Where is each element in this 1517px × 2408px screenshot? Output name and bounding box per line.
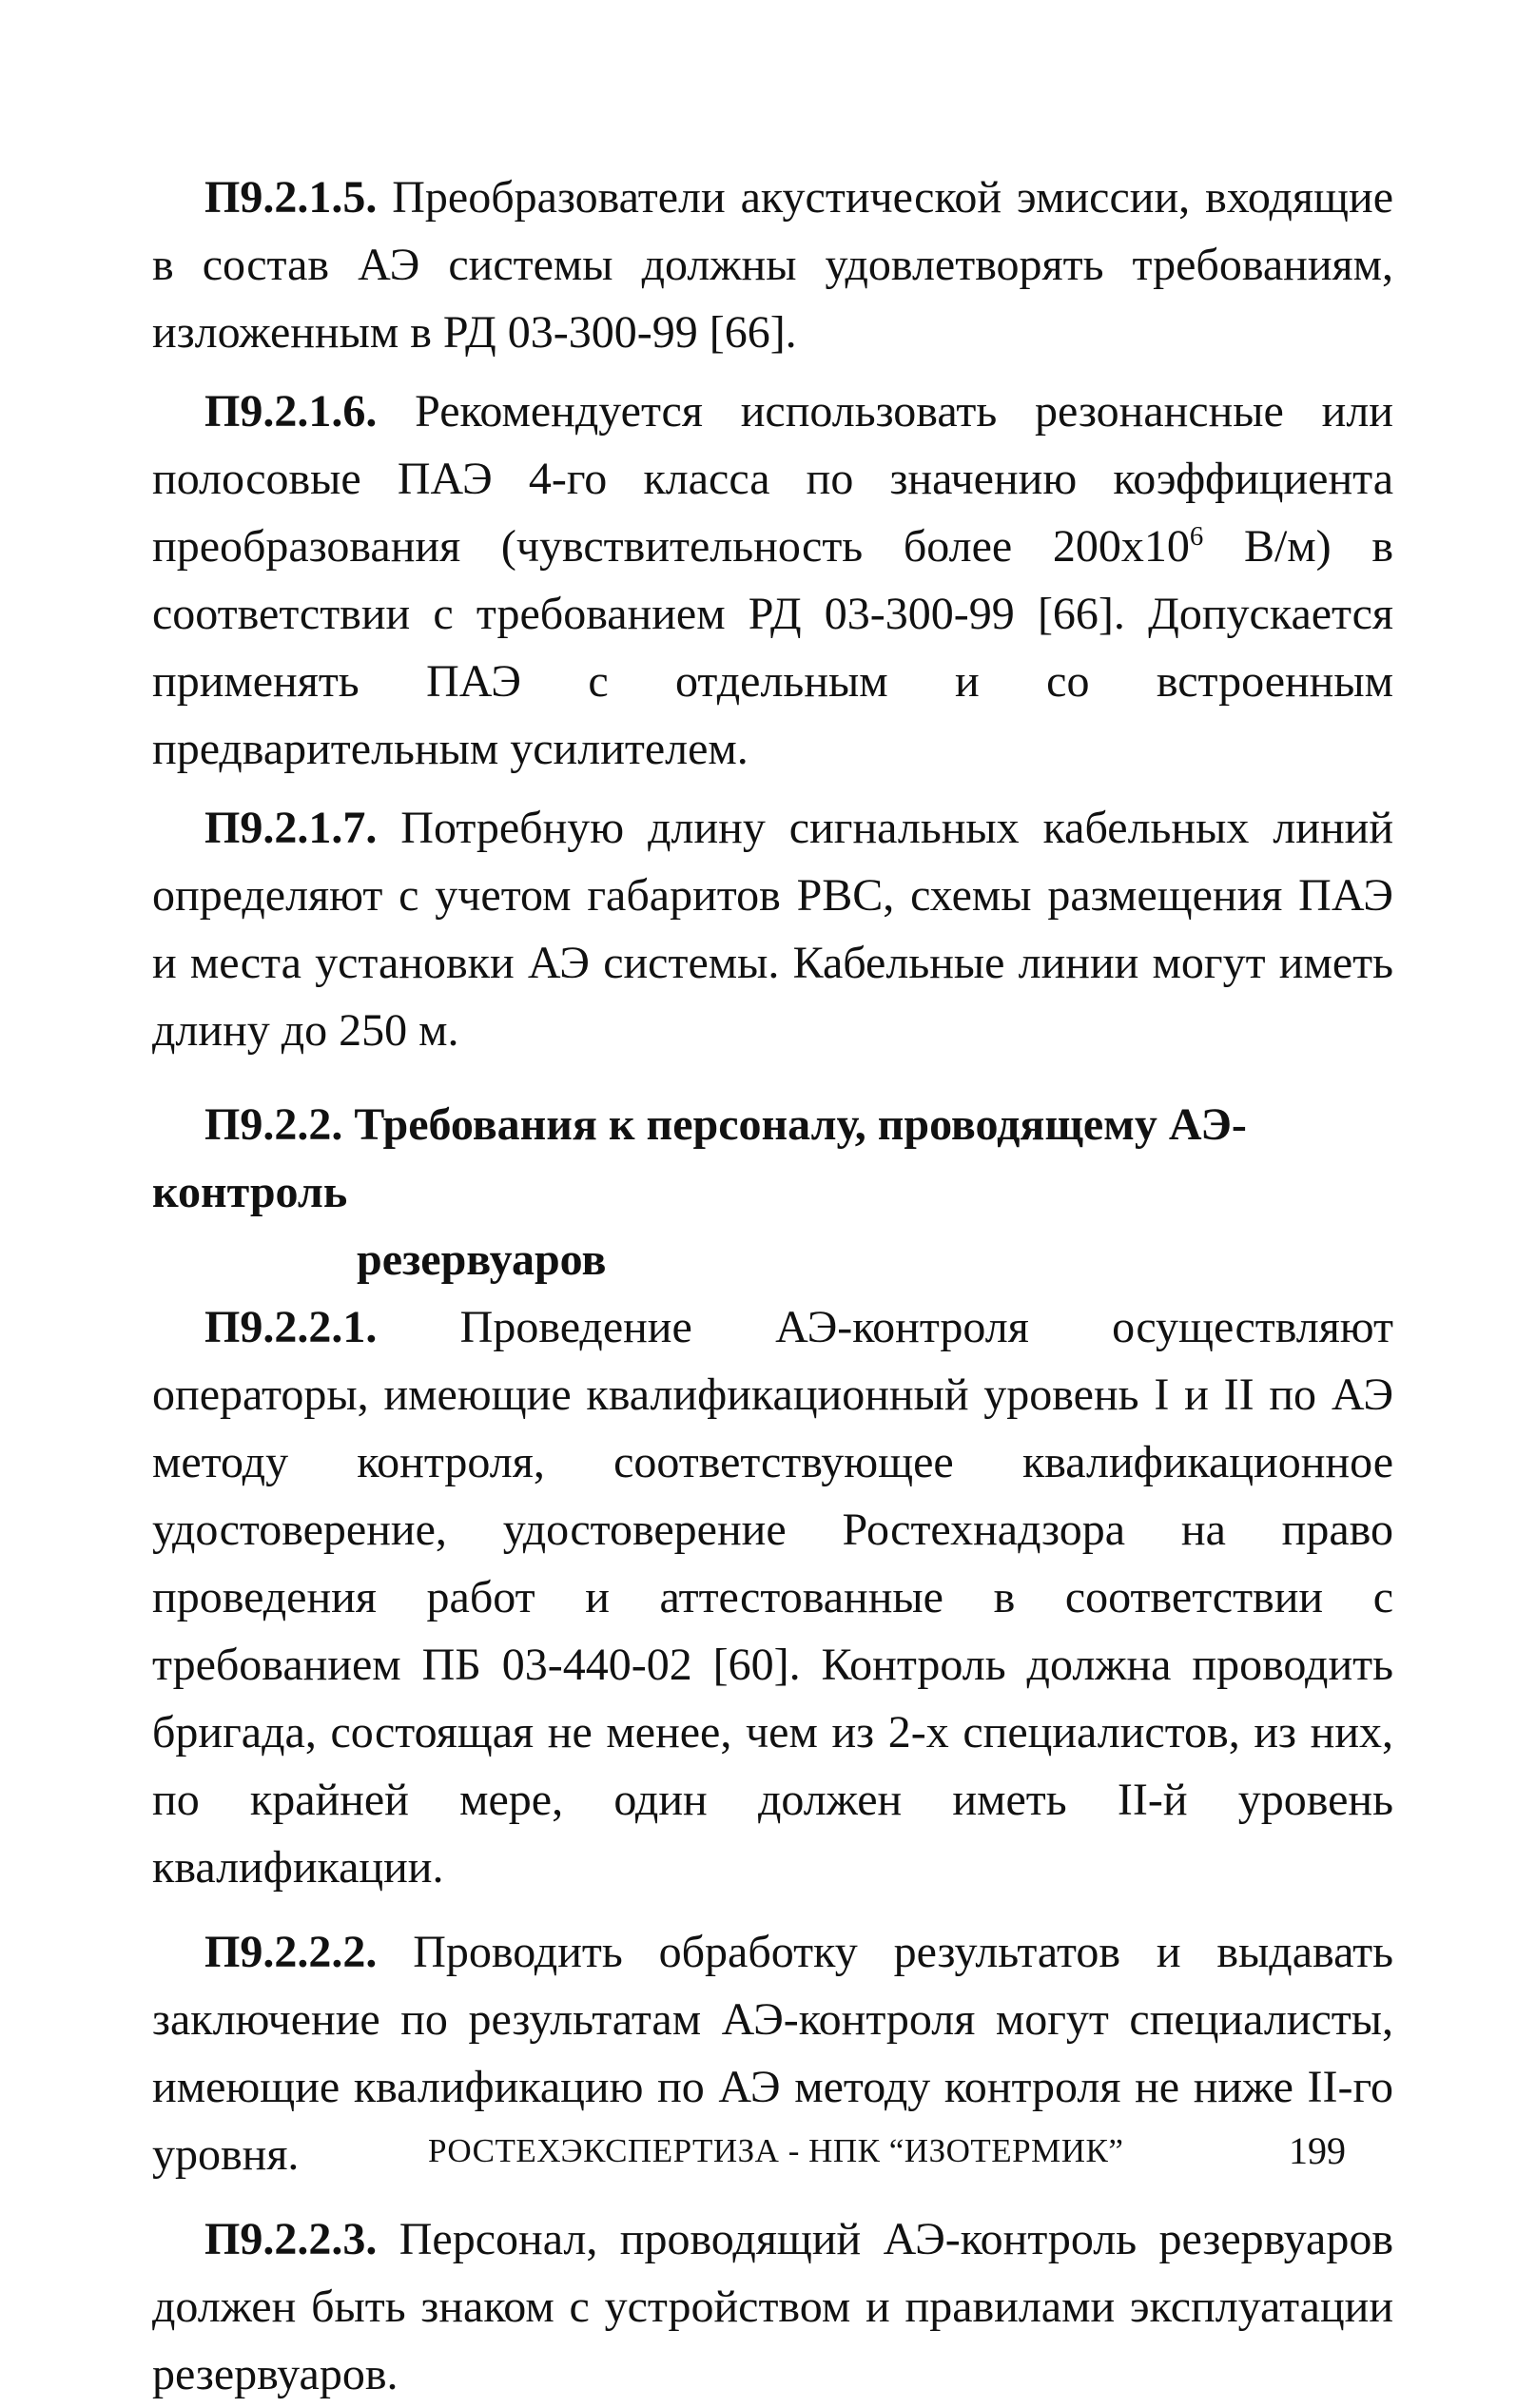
section-heading	[152, 1091, 1393, 1293]
clause-number: П9.2.2.1.	[204, 1302, 378, 1352]
section-heading-line2: резервуаров	[357, 1234, 607, 1285]
paragraph-p9-2-2-1	[152, 1293, 1393, 1901]
clause-text-continued: В/м) в соответствии с требованием РД 03-300-99 [66]. Допускается применять ПАЭ с отдельным и со встроенным предварительным усилителем.	[152, 521, 1393, 774]
paragraph-p9-2-1-6	[152, 378, 1393, 783]
clause-text: Проводить обработку результатов и выдавать заключение по результатам АЭ-контроля могут специалисты, имеющие квалификацию по АЭ методу контроля не ниже II-го уровня.	[152, 1927, 1393, 2180]
clause-text: Персонал, проводящий АЭ-контроль резервуаров должен быть знаком с устройством и правилами эксплуатации резервуаров.	[152, 2214, 1393, 2399]
clause-number: П9.2.2.2.	[204, 1927, 378, 1977]
clause-text: Проведение АЭ-контроля осуществляют операторы, имеющие квалификационный уровень I и II по АЭ методу контроля, соответствующее квалификационное удостоверение, удостоверение Ростехнадзора на право проведения работ и аттестованные в соответствии с требованием ПБ 03-440-02 [60]. Контроль должна проводить бригада, состоящая не менее, чем из 2-х специалистов, из них, по крайней мере, один должен иметь II-й уровень квалификации.	[152, 1302, 1393, 1893]
clause-number: П9.2.1.5.	[204, 172, 378, 223]
clause-text: Потребную длину сигнальных кабельных линий определяют с учетом габаритов РВС, схемы размещения ПАЭ и места установки АЭ системы. Кабельные линии могут иметь длину до 250 м.	[152, 803, 1393, 1056]
paragraph-p9-2-1-5	[152, 164, 1393, 366]
paragraph-p9-2-1-7	[152, 794, 1393, 1064]
section-heading-line1: П9.2.2. Требования к персоналу, проводящему АЭ-контроль	[152, 1099, 1247, 1217]
clause-text: Преобразователи акустической эмиссии, входящие в состав АЭ системы должны удовлетворять требованиям, изложенным в РД 03-300-99 [66].	[152, 172, 1393, 358]
clause-number: П9.2.1.7.	[204, 803, 378, 853]
document-body	[152, 164, 1393, 2408]
clause-number: П9.2.2.3.	[204, 2214, 378, 2264]
footer-publisher: РОСТЕХЭКСПЕРТИЗА - НПК “ИЗОТЕРМИК”	[428, 2132, 1124, 2169]
paragraph-p9-2-2-3	[152, 2205, 1393, 2408]
page-footer	[152, 2123, 1393, 2180]
clause-text: Рекомендуется использовать резонансные или полосовые ПАЭ 4-го класса по значению коэффициента преобразования (чувствительность более 200х10	[152, 386, 1393, 572]
clause-number: П9.2.1.6.	[204, 386, 378, 437]
superscript-exponent: 6	[1189, 521, 1204, 552]
page-number: 199	[1289, 2129, 1346, 2172]
